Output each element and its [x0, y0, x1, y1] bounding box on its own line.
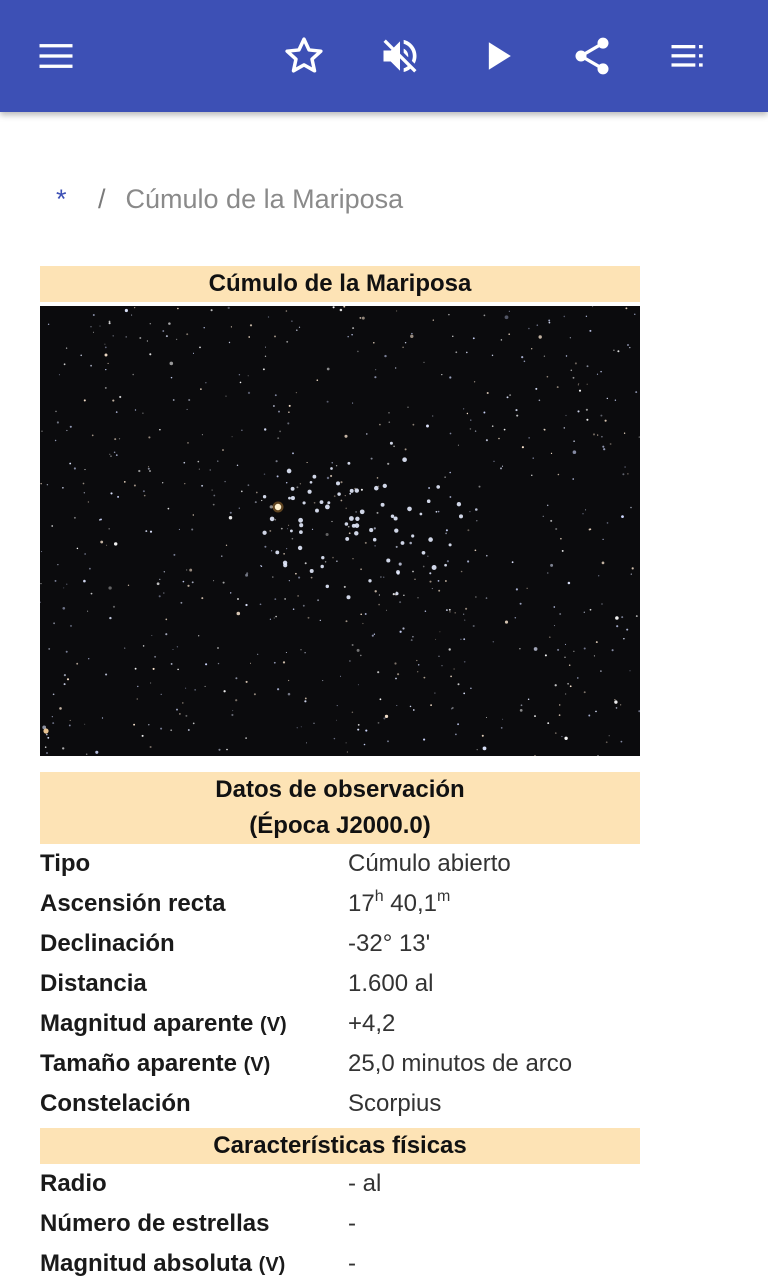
row-radio [40, 1164, 640, 1204]
ra-hours: 17 [348, 890, 375, 917]
observation-section-header [40, 772, 640, 844]
observation-epoch: (Época J2000.0) [249, 812, 431, 839]
row-tipo [40, 844, 640, 884]
row-value: - [348, 1210, 356, 1237]
row-label-text: Magnitud aparente [40, 1010, 261, 1037]
share-icon [570, 34, 614, 78]
row-label-text: Tamaño aparente [40, 1050, 244, 1077]
physical-section-header: Características físicas [40, 1128, 640, 1164]
breadcrumb-home-link[interactable]: * [56, 183, 67, 214]
row-label: Ascensión recta [40, 890, 226, 917]
row-value: 25,0 minutos de arco [348, 1050, 573, 1077]
row-value: 1.600 al [348, 970, 434, 997]
app-bar [0, 0, 768, 112]
ra-hours-unit: h [374, 888, 384, 905]
ra-minutes: 40,1 [383, 890, 437, 917]
cluster-image[interactable] [40, 306, 640, 756]
band-link[interactable]: (V) [260, 1014, 287, 1036]
row-magnitud-absoluta [40, 1244, 640, 1284]
row-magnitud-aparente [40, 1004, 640, 1044]
breadcrumb [56, 178, 403, 220]
row-declinacion [40, 924, 640, 964]
play-icon [476, 34, 520, 78]
row-label: Radio [40, 1170, 107, 1197]
star-field-photo [40, 306, 640, 756]
row-label: Constelación [40, 1090, 191, 1117]
row-value: Cúmulo abierto [348, 850, 511, 877]
row-value [348, 890, 640, 918]
row-numero-estrellas [40, 1204, 640, 1244]
play-button[interactable] [470, 28, 526, 84]
row-ascension [40, 884, 640, 924]
breadcrumb-current: Cúmulo de la Mariposa [125, 183, 404, 214]
row-label: Número de estrellas [40, 1210, 270, 1237]
playlist-icon [666, 34, 710, 78]
row-label [40, 1010, 348, 1038]
row-label-text: Magnitud absoluta [40, 1250, 259, 1277]
ra-minutes-unit: m [437, 888, 451, 905]
volume-off-icon [378, 34, 422, 78]
band-link[interactable]: (V) [243, 1054, 271, 1076]
menu-button[interactable] [28, 28, 84, 84]
row-value: - al [348, 1170, 382, 1197]
row-constelacion [40, 1084, 640, 1124]
breadcrumb-separator: / [98, 183, 106, 214]
row-value: - [348, 1250, 356, 1277]
infobox-title: Cúmulo de la Mariposa [40, 266, 640, 302]
menu-icon [34, 34, 78, 78]
share-button[interactable] [564, 28, 620, 84]
playlist-button[interactable] [660, 28, 716, 84]
mute-button[interactable] [372, 28, 428, 84]
row-label: Declinación [40, 930, 175, 957]
constellation-link[interactable]: Scorpius [348, 1090, 442, 1117]
row-label [40, 1050, 348, 1078]
row-label: Tipo [40, 850, 91, 877]
favorite-button[interactable] [276, 28, 332, 84]
star-icon [282, 34, 326, 78]
infobox [40, 266, 640, 1284]
band-link[interactable]: (V) [258, 1254, 286, 1276]
row-label [40, 1250, 348, 1278]
row-distancia [40, 964, 640, 1004]
observation-title: Datos de observación [215, 776, 465, 803]
row-value: -32° 13' [348, 930, 431, 957]
row-label: Distancia [40, 970, 147, 997]
row-tamano-aparente [40, 1044, 640, 1084]
row-value: +4,2 [348, 1010, 396, 1037]
